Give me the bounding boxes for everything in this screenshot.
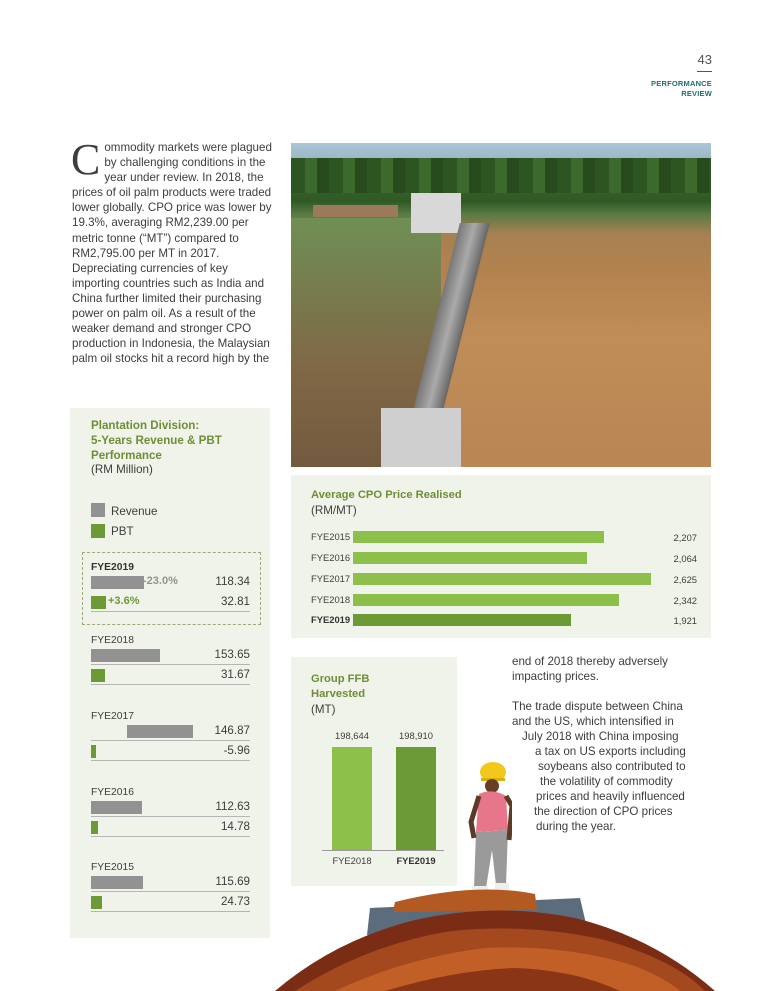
cpo-subtitle: (RM/MT) [311, 504, 357, 517]
revenue-bar [91, 576, 144, 589]
row-rule [91, 816, 250, 817]
pbt-change: +3.6% [108, 595, 140, 607]
plantation-title [91, 418, 266, 464]
legend-pbt-swatch [91, 524, 105, 538]
row-rule [91, 836, 250, 837]
year-label: FYE2019 [91, 562, 134, 573]
legend-pbt-label: PBT [111, 525, 134, 538]
cpo-title: Average CPO Price Realised [311, 489, 462, 501]
drop-cap: C [71, 135, 101, 184]
pbt-bar [91, 821, 98, 834]
ffb-title-line: Harvested [311, 688, 366, 701]
cpo-bar [353, 573, 651, 585]
cpo-bar [353, 531, 604, 543]
ffb-bar [332, 747, 372, 850]
revenue-bar [91, 876, 143, 889]
continuation-line: The trade dispute between China [512, 700, 683, 713]
intro-paragraph [71, 135, 276, 366]
legend-revenue-swatch [91, 503, 105, 517]
plantation-title-line: 5-Years Revenue & PBT [91, 434, 222, 448]
photo-boat [411, 193, 461, 233]
cpo-year-label: FYE2015 [311, 531, 351, 542]
pbt-bar [91, 669, 105, 682]
cpo-value: 1,921 [673, 615, 697, 626]
pbt-bar [91, 596, 106, 609]
ffb-baseline [322, 850, 444, 851]
cpo-year-label: FYE2019 [311, 614, 351, 625]
section-title-line2: REVIEW [681, 88, 712, 98]
revenue-value: 153.65 [214, 648, 250, 661]
pbt-value: 32.81 [220, 595, 250, 608]
revenue-value: 146.87 [214, 724, 250, 737]
revenue-value: 112.63 [215, 800, 250, 813]
photo-treeline [291, 158, 711, 193]
row-rule [91, 684, 250, 685]
continuation-line: prices and heavily influenced [536, 790, 685, 803]
photo-shed [313, 205, 398, 217]
legend-revenue-label: Revenue [111, 505, 158, 518]
section-title [600, 79, 712, 98]
pbt-value: 24.73 [220, 895, 250, 908]
continuation-line: the direction of CPO prices [534, 805, 673, 818]
row-rule [91, 611, 250, 612]
cpo-value: 2,342 [673, 595, 697, 606]
pbt-value: 14.78 [220, 820, 250, 833]
revenue-value: 115.69 [215, 875, 250, 888]
year-label: FYE2016 [91, 787, 134, 798]
cpo-year-label: FYE2016 [311, 552, 351, 563]
continuation-line: July 2018 with China imposing [522, 730, 679, 743]
cpo-bar [353, 594, 619, 606]
pbt-bar [91, 896, 102, 909]
row-rule [91, 664, 250, 665]
palm-fruit-pile-illustration [275, 880, 715, 991]
cpo-value: 2,625 [673, 574, 697, 585]
ffb-value: 198,644 [335, 730, 369, 741]
continuation-line: during the year. [536, 820, 616, 833]
cpo-value: 2,064 [673, 553, 697, 564]
row-rule [91, 740, 250, 741]
plantation-title-line: Plantation Division: [91, 419, 200, 432]
plantation-subtitle: (RM Million) [91, 463, 153, 476]
ffb-year-label: FYE2019 [396, 855, 436, 866]
pbt-bar [91, 745, 96, 758]
section-title-line1: PERFORMANCE [651, 79, 712, 88]
cpo-value: 2,207 [673, 532, 697, 543]
row-rule [91, 760, 250, 761]
cpo-bar [353, 614, 571, 626]
intro-text: ommodity markets were plagued by challenging conditions in the year under review. In 2018, the prices of oil palm products were traded lower globally. CPO price was lower by 19.3%, averaging RM2,239.00 per metric tonne (“MT”) compared to RM2,795.00 per MT in 2017. Depreciating currencies of key importing countries such as India and China further limited their purchasing power on palm oil. As a result of the weaker demand and stronger CPO production in Indonesia, the Malaysian palm oil stocks hit a record high by the [72, 141, 272, 366]
continuation-line: soybeans also contributed to [538, 760, 686, 773]
ffb-year-label: FYE2018 [332, 855, 372, 866]
year-label: FYE2018 [91, 635, 134, 646]
page-number: 43 [697, 52, 712, 67]
year-label: FYE2015 [91, 862, 134, 873]
year-label: FYE2017 [91, 711, 134, 722]
cpo-year-label: FYE2018 [311, 594, 351, 605]
page-number-rule [697, 71, 712, 72]
pbt-value: 31.67 [220, 668, 250, 681]
cpo-year-label: FYE2017 [311, 573, 351, 584]
river-jetty-photo [291, 143, 711, 467]
continuation-paragraph-1: end of 2018 thereby adversely impacting prices. [512, 655, 668, 683]
row-rule [91, 891, 250, 892]
ffb-subtitle: (MT) [311, 703, 336, 716]
continuation-line: the volatility of commodity [540, 775, 673, 788]
revenue-bar [91, 649, 160, 662]
photo-pier-base [381, 408, 461, 467]
ffb-value: 198,910 [399, 730, 433, 741]
ffb-title [311, 672, 401, 703]
revenue-change: -23.0% [143, 575, 178, 587]
row-rule [91, 911, 250, 912]
ffb-bar [396, 747, 436, 850]
cpo-bar [353, 552, 587, 564]
continuation-line: and the US, which intensified in [512, 715, 674, 728]
pbt-value: -5.96 [223, 744, 250, 757]
revenue-bar [91, 801, 142, 814]
plantation-title-line: Performance [91, 449, 162, 463]
ffb-title-line: Group FFB [311, 673, 370, 685]
continuation-line: a tax on US exports including [535, 745, 686, 758]
revenue-value: 118.34 [215, 575, 250, 588]
